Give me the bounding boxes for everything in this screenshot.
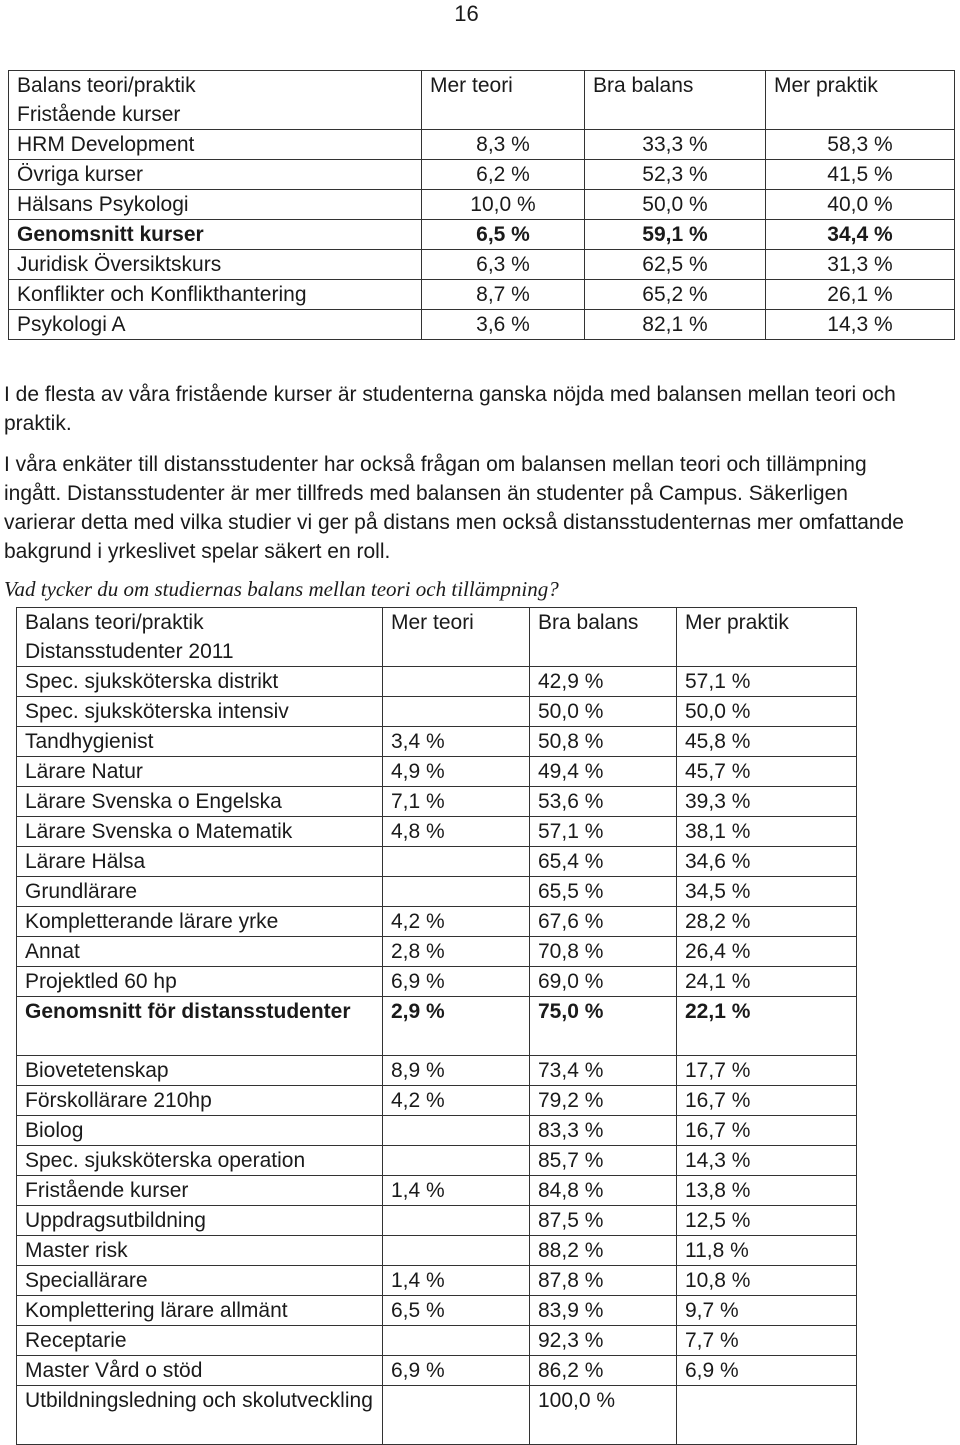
paragraph-distance: I våra enkäter till distansstudenter har också frågan om balansen mellan teori och tillämpning ingått. Distansstudenter är mer tillfreds med balansen än studenter på Campus. Säkerligen varierar detta med vilka studier vi ger på distans men också distansstudenternas mer omfattande bakgrund i yrkeslivet spelar säkert en roll. bbox=[4, 453, 904, 563]
table-row bbox=[17, 1116, 857, 1146]
table-cell: 59,1 % bbox=[585, 220, 766, 250]
table-cell: 24,1 % bbox=[677, 967, 857, 997]
row-label: Lärare Hälsa bbox=[17, 847, 383, 877]
row-label: Psykologi A bbox=[9, 310, 422, 340]
row-label: HRM Development bbox=[9, 130, 422, 160]
table-cell: 10,8 % bbox=[677, 1266, 857, 1296]
table-cell: 38,1 % bbox=[677, 817, 857, 847]
table-row bbox=[17, 787, 857, 817]
row-label: Master risk bbox=[17, 1236, 383, 1266]
table-cell: 83,9 % bbox=[530, 1296, 677, 1326]
table-cell bbox=[383, 1146, 530, 1176]
table-row bbox=[17, 1206, 857, 1236]
table-cell: 87,8 % bbox=[530, 1266, 677, 1296]
table-cell: 92,3 % bbox=[530, 1326, 677, 1356]
table-row bbox=[17, 907, 857, 937]
row-label: Uppdragsutbildning bbox=[17, 1206, 383, 1236]
table-cell: 39,3 % bbox=[677, 787, 857, 817]
table-cell: 6,9 % bbox=[383, 1356, 530, 1386]
table-cell: 14,3 % bbox=[766, 310, 955, 340]
column-header: Mer teori bbox=[422, 71, 585, 130]
table-row bbox=[17, 1236, 857, 1266]
table-row bbox=[17, 727, 857, 757]
table-cell: 75,0 % bbox=[530, 997, 677, 1056]
table-cell: 50,0 % bbox=[530, 697, 677, 727]
table-row bbox=[9, 310, 955, 340]
table-row bbox=[17, 667, 857, 697]
table-cell: 11,8 % bbox=[677, 1236, 857, 1266]
table-row bbox=[17, 1086, 857, 1116]
table-cell bbox=[383, 877, 530, 907]
table-cell: 50,0 % bbox=[585, 190, 766, 220]
table-cell: 8,9 % bbox=[383, 1056, 530, 1086]
table-cell: 17,7 % bbox=[677, 1056, 857, 1086]
table-row bbox=[17, 997, 857, 1056]
table-cell: 53,6 % bbox=[530, 787, 677, 817]
row-label: Komplettering lärare allmänt bbox=[17, 1296, 383, 1326]
row-label: Spec. sjuksköterska intensiv bbox=[17, 697, 383, 727]
row-label: Hälsans Psykologi bbox=[9, 190, 422, 220]
table-cell: 62,5 % bbox=[585, 250, 766, 280]
table-row bbox=[17, 847, 857, 877]
table-row bbox=[17, 1266, 857, 1296]
table-cell: 58,3 % bbox=[766, 130, 955, 160]
table-row bbox=[17, 1146, 857, 1176]
table-cell: 7,1 % bbox=[383, 787, 530, 817]
table-cell: 100,0 % bbox=[530, 1386, 677, 1445]
row-label: Juridisk Översiktskurs bbox=[9, 250, 422, 280]
table-cell: 6,9 % bbox=[383, 967, 530, 997]
table-cell: 26,4 % bbox=[677, 937, 857, 967]
table-cell: 40,0 % bbox=[766, 190, 955, 220]
column-header: Mer praktik bbox=[677, 608, 857, 667]
row-label: Biolog bbox=[17, 1116, 383, 1146]
table-cell: 34,5 % bbox=[677, 877, 857, 907]
row-label: Fristående kurser bbox=[17, 1176, 383, 1206]
table-cell: 4,2 % bbox=[383, 907, 530, 937]
table-cell: 79,2 % bbox=[530, 1086, 677, 1116]
table-cell: 6,9 % bbox=[677, 1356, 857, 1386]
table-row bbox=[17, 877, 857, 907]
table-cell: 57,1 % bbox=[677, 667, 857, 697]
table-row bbox=[17, 1176, 857, 1206]
row-label: Speciallärare bbox=[17, 1266, 383, 1296]
table-cell: 8,3 % bbox=[422, 130, 585, 160]
table-cell: 34,6 % bbox=[677, 847, 857, 877]
table-row bbox=[17, 817, 857, 847]
row-label: Genomsnitt för distansstudenter bbox=[17, 997, 383, 1056]
row-label: Projektled 60 hp bbox=[17, 967, 383, 997]
row-label: Förskollärare 210hp bbox=[17, 1086, 383, 1116]
page-number: 16 bbox=[454, 1, 479, 26]
column-header: Mer praktik bbox=[766, 71, 955, 130]
table-row bbox=[17, 937, 857, 967]
row-label: Lärare Svenska o Engelska bbox=[17, 787, 383, 817]
row-label: Lärare Natur bbox=[17, 757, 383, 787]
column-header: Bra balans bbox=[585, 71, 766, 130]
table-cell bbox=[677, 1386, 857, 1445]
table-cell: 2,9 % bbox=[383, 997, 530, 1056]
table-cell: 49,4 % bbox=[530, 757, 677, 787]
table-cell bbox=[383, 1386, 530, 1445]
table-cell: 57,1 % bbox=[530, 817, 677, 847]
table-cell: 6,5 % bbox=[383, 1296, 530, 1326]
table-cell: 50,0 % bbox=[677, 697, 857, 727]
table-cell: 45,8 % bbox=[677, 727, 857, 757]
table-cell: 28,2 % bbox=[677, 907, 857, 937]
table-row bbox=[17, 757, 857, 787]
row-label: Övriga kurser bbox=[9, 160, 422, 190]
table-cell: 86,2 % bbox=[530, 1356, 677, 1386]
table-row bbox=[17, 967, 857, 997]
row-label: Biovetetenskap bbox=[17, 1056, 383, 1086]
table-cell: 13,8 % bbox=[677, 1176, 857, 1206]
row-label: Grundlärare bbox=[17, 877, 383, 907]
table-row bbox=[17, 1326, 857, 1356]
table-header-row bbox=[9, 71, 955, 130]
table-cell: 82,1 % bbox=[585, 310, 766, 340]
row-label: Genomsnitt kurser bbox=[9, 220, 422, 250]
survey-question: Vad tycker du om studiernas balans mellan teori och tillämpning? bbox=[4, 577, 559, 601]
table-cell bbox=[383, 697, 530, 727]
table-cell: 3,4 % bbox=[383, 727, 530, 757]
table-cell: 42,9 % bbox=[530, 667, 677, 697]
table-cell: 41,5 % bbox=[766, 160, 955, 190]
table-cell: 73,4 % bbox=[530, 1056, 677, 1086]
table-cell: 6,3 % bbox=[422, 250, 585, 280]
table-row bbox=[17, 1386, 857, 1445]
row-label: Kompletterande lärare yrke bbox=[17, 907, 383, 937]
table-cell: 45,7 % bbox=[677, 757, 857, 787]
table-cell: 88,2 % bbox=[530, 1236, 677, 1266]
table-cell: 31,3 % bbox=[766, 250, 955, 280]
table-cell: 50,8 % bbox=[530, 727, 677, 757]
row-label: Spec. sjuksköterska operation bbox=[17, 1146, 383, 1176]
table-row bbox=[9, 280, 955, 310]
table-cell: 65,2 % bbox=[585, 280, 766, 310]
table-cell: 65,5 % bbox=[530, 877, 677, 907]
table-row bbox=[9, 250, 955, 280]
table-cell: 6,2 % bbox=[422, 160, 585, 190]
table-cell: 1,4 % bbox=[383, 1176, 530, 1206]
row-label: Spec. sjuksköterska distrikt bbox=[17, 667, 383, 697]
table-cell: 69,0 % bbox=[530, 967, 677, 997]
row-label: Lärare Svenska o Matematik bbox=[17, 817, 383, 847]
table-cell bbox=[383, 1206, 530, 1236]
table-cell: 10,0 % bbox=[422, 190, 585, 220]
paragraph-courses: I de flesta av våra fristående kurser är studenterna ganska nöjda med balansen mellan teori och praktik. bbox=[4, 383, 896, 435]
table-cell: 4,2 % bbox=[383, 1086, 530, 1116]
table-cell: 9,7 % bbox=[677, 1296, 857, 1326]
table-cell: 84,8 % bbox=[530, 1176, 677, 1206]
balance-table-courses bbox=[8, 70, 955, 340]
table-row bbox=[9, 220, 955, 250]
table-cell: 1,4 % bbox=[383, 1266, 530, 1296]
header-label: Balans teori/praktik Fristående kurser bbox=[9, 71, 422, 130]
table-row bbox=[17, 697, 857, 727]
column-header: Mer teori bbox=[383, 608, 530, 667]
table-cell bbox=[383, 847, 530, 877]
row-label: Master Vård o stöd bbox=[17, 1356, 383, 1386]
table-cell: 2,8 % bbox=[383, 937, 530, 967]
row-label: Konflikter och Konflikthantering bbox=[9, 280, 422, 310]
table-row bbox=[17, 1056, 857, 1086]
table-cell: 65,4 % bbox=[530, 847, 677, 877]
table-cell: 8,7 % bbox=[422, 280, 585, 310]
table-cell: 16,7 % bbox=[677, 1116, 857, 1146]
table-cell: 14,3 % bbox=[677, 1146, 857, 1176]
table-cell: 33,3 % bbox=[585, 130, 766, 160]
table-cell bbox=[383, 1236, 530, 1266]
table-cell: 3,6 % bbox=[422, 310, 585, 340]
table-cell: 85,7 % bbox=[530, 1146, 677, 1176]
table-cell: 87,5 % bbox=[530, 1206, 677, 1236]
table-row bbox=[9, 130, 955, 160]
balance-table-distance bbox=[16, 607, 857, 1445]
table-cell bbox=[383, 1116, 530, 1146]
table-cell: 22,1 % bbox=[677, 997, 857, 1056]
table-cell: 6,5 % bbox=[422, 220, 585, 250]
table-cell: 67,6 % bbox=[530, 907, 677, 937]
table-cell: 7,7 % bbox=[677, 1326, 857, 1356]
table-cell: 52,3 % bbox=[585, 160, 766, 190]
row-label: Annat bbox=[17, 937, 383, 967]
header-label: Balans teori/praktik Distansstudenter 2011 bbox=[17, 608, 383, 667]
table-cell: 70,8 % bbox=[530, 937, 677, 967]
table-cell: 83,3 % bbox=[530, 1116, 677, 1146]
row-label: Utbildningsledning och skolutveckling bbox=[17, 1386, 383, 1445]
table-row bbox=[9, 190, 955, 220]
table-row bbox=[17, 1356, 857, 1386]
column-header: Bra balans bbox=[530, 608, 677, 667]
table-header-row bbox=[17, 608, 857, 667]
table-cell: 12,5 % bbox=[677, 1206, 857, 1236]
table-cell: 26,1 % bbox=[766, 280, 955, 310]
table-cell: 34,4 % bbox=[766, 220, 955, 250]
row-label: Tandhygienist bbox=[17, 727, 383, 757]
table-cell bbox=[383, 1326, 530, 1356]
table-row bbox=[9, 160, 955, 190]
table-cell: 4,8 % bbox=[383, 817, 530, 847]
table-row bbox=[17, 1296, 857, 1326]
table-cell: 4,9 % bbox=[383, 757, 530, 787]
row-label: Receptarie bbox=[17, 1326, 383, 1356]
table-cell: 16,7 % bbox=[677, 1086, 857, 1116]
table-cell bbox=[383, 667, 530, 697]
